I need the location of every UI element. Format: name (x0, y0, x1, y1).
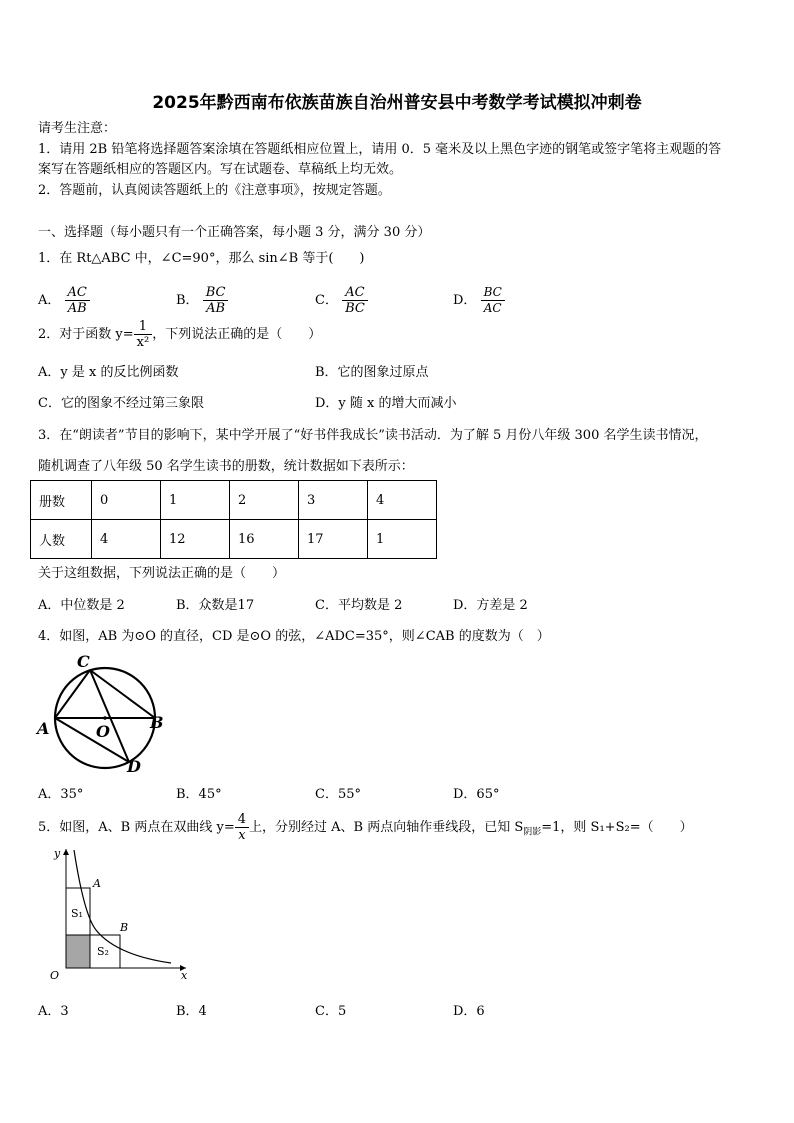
q2-option-a[interactable]: A．y 是 x 的反比例函数 (38, 365, 179, 380)
notice-line-1: 1．请用 2B 铅笔将选择题答案涂填在答题纸相应位置上，请用 0．5 毫米及以上黑色字迹的钢笔或签字笔将主观题的答 (38, 142, 722, 157)
table-cell: 1 (161, 481, 230, 520)
q5-option-a[interactable]: A．3 (38, 1004, 69, 1019)
table-cell: 17 (299, 520, 368, 559)
table-cell: 2 (230, 481, 299, 520)
label-b: B (120, 921, 129, 934)
q5-option-b[interactable]: B．4 (176, 1004, 207, 1019)
shaded-rect (66, 935, 90, 968)
q5-option-d[interactable]: D．6 (453, 1004, 485, 1019)
q3-stem-line-2: 随机调查了八年级 50 名学生读书的册数，统计数据如下表所示： (38, 459, 414, 474)
table-cell: 册数 (31, 481, 92, 520)
q1-option-b[interactable]: B． $\frac{BC}{AB}$ (176, 285, 228, 316)
section-heading: 一、选择题（每小题只有一个正确答案，每小题 3 分，满分 30 分） (38, 225, 431, 240)
label-x: x (181, 969, 188, 982)
q1-option-d[interactable]: D． $\frac{BC}{AC}$ (453, 285, 505, 316)
label-o: O (96, 722, 110, 741)
segment-ad (55, 718, 129, 762)
table-cell: 4 (368, 481, 437, 520)
q3-option-b[interactable]: B．众数是17 (176, 598, 255, 613)
q3-data-table (30, 480, 437, 559)
label-o: O (50, 969, 60, 982)
q1-option-a[interactable]: A． $\frac{AC}{AB}$ (38, 285, 90, 316)
q5-hyperbola-figure (36, 845, 196, 985)
q4-circle-figure (34, 652, 174, 777)
q3-stem-line-1: 3．在“朗读者”节目的影响下，某中学开展了“好书伴我成长”读书活动．为了解 5 月份八年级 300 名学生读书情况， (38, 428, 708, 443)
q1-option-c-fraction: $\frac{AC}{BC}$ (342, 285, 368, 316)
q3-question: 关于这组数据，下列说法正确的是（ ） (38, 566, 286, 581)
q1-option-b-fraction: $\frac{BC}{AB}$ (203, 285, 229, 316)
page-title: 2025年黔西南布依族苗族自治州普安县中考数学考试模拟冲刺卷 (152, 93, 642, 113)
label-s2: S₂ (97, 945, 109, 958)
q1-options (38, 275, 758, 315)
q2-option-d[interactable]: D．y 随 x 的增大而减小 (315, 396, 457, 411)
q4-stem: 4．如图，AB 为⊙O 的直径，CD 是⊙O 的弦，∠ADC=35°，则∠CAB 的度数为（ ） (38, 629, 550, 644)
q2-option-c[interactable]: C．它的图象不经过第三象限 (38, 396, 204, 411)
label-d: D (127, 757, 141, 776)
table-cell: 1 (368, 520, 437, 559)
q1-option-c[interactable]: C． $\frac{AC}{BC}$ (315, 285, 368, 316)
table-cell: 4 (92, 520, 161, 559)
label-c: C (77, 652, 90, 671)
notice-line-1-continued: 案写在答题纸相应的答题区内。写在试题卷、草稿纸上均无效。 (38, 162, 403, 177)
q2-option-b[interactable]: B．它的图象过原点 (315, 365, 429, 380)
table-row (31, 481, 437, 520)
q5-stem: 5．如图，A、B 两点在双曲线 y= $\frac{4}{x}$ 上，分别经过 A、B 两点向轴作垂线段，已知 $S_{阴影}=1$，则 S₁+S₂=（ ） (38, 812, 693, 843)
q3-option-d[interactable]: D．方差是 2 (453, 598, 528, 613)
q1-option-d-fraction: $\frac{BC}{AC}$ (481, 285, 505, 316)
label-s1: S₁ (71, 907, 83, 920)
q1-option-a-fraction: $\frac{AC}{AB}$ (65, 285, 90, 316)
center-point (103, 716, 107, 720)
q3-option-a[interactable]: A．中位数是 2 (38, 598, 125, 613)
q5-fraction: $\frac{4}{x}$ (235, 812, 249, 843)
table-cell: 16 (230, 520, 299, 559)
q4-option-a[interactable]: A．35° (38, 787, 84, 802)
q4-option-b[interactable]: B．45° (176, 787, 222, 802)
label-a: A (37, 719, 50, 738)
q5-option-c[interactable]: C．5 (315, 1004, 347, 1019)
table-cell: 人数 (31, 520, 92, 559)
label-y: y (54, 847, 61, 860)
q4-option-d[interactable]: D．65° (453, 787, 500, 802)
notice-heading: 请考生注意： (38, 121, 117, 136)
q1-stem: 1．在 Rt△ABC 中，∠C=90°，那么 sin∠B 等于( ) (38, 251, 365, 266)
q2-stem: 2．对于函数 y= $\frac{1}{\text{x²}}$ ，下列说法正确的是（ ） (38, 319, 322, 350)
label-a: A (93, 877, 101, 890)
table-cell: 0 (92, 481, 161, 520)
notice-line-2: 2．答题前，认真阅读答题纸上的《注意事项》，按规定答题。 (38, 183, 391, 198)
table-row (31, 520, 437, 559)
label-b: B (150, 713, 164, 732)
q2-fraction: $\frac{1}{\text{x²}}$ (134, 319, 153, 350)
q4-option-c[interactable]: C．55° (315, 787, 361, 802)
y-axis-arrow (63, 849, 69, 855)
table-cell: 3 (299, 481, 368, 520)
table-cell: 12 (161, 520, 230, 559)
q3-option-c[interactable]: C．平均数是 2 (315, 598, 403, 613)
